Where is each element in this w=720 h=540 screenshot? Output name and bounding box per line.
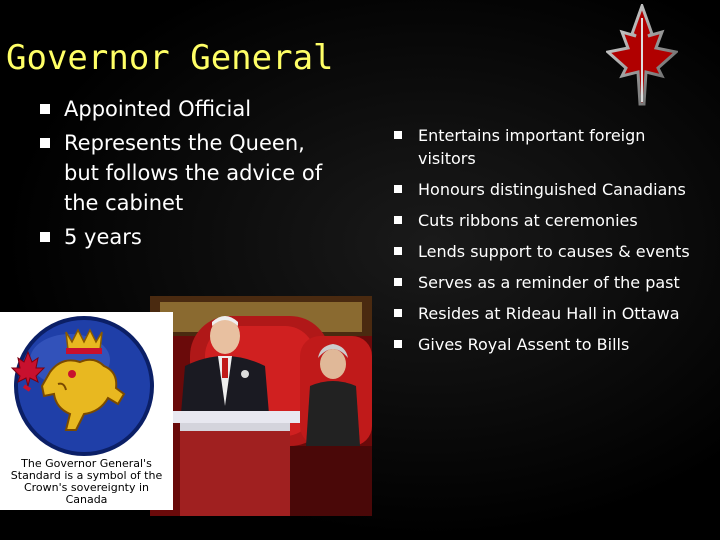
list-item: Serves as a reminder of the past xyxy=(394,271,694,294)
square-bullet-icon xyxy=(40,232,50,242)
square-bullet-icon xyxy=(394,131,402,139)
left-bullet-list xyxy=(40,94,330,256)
list-item: Lends support to causes & events xyxy=(394,240,694,263)
list-item: Resides at Rideau Hall in Ottawa xyxy=(394,302,694,325)
maple-leaf-icon xyxy=(606,4,678,114)
emblem-caption: The Governor General's Standard is a symbol of the Crown's sovereignty in Canada xyxy=(10,457,163,506)
lion-crest-icon xyxy=(0,312,173,458)
list-item: 5 years xyxy=(40,222,330,252)
square-bullet-icon xyxy=(394,216,402,224)
square-bullet-icon xyxy=(40,104,50,114)
list-item: Gives Royal Assent to Bills xyxy=(394,333,694,356)
square-bullet-icon xyxy=(394,340,402,348)
square-bullet-icon xyxy=(394,247,402,255)
list-item: Cuts ribbons at ceremonies xyxy=(394,209,694,232)
square-bullet-icon xyxy=(40,138,50,148)
list-item: Entertains important foreign visitors xyxy=(394,124,694,170)
governor-general-photo xyxy=(150,296,372,516)
square-bullet-icon xyxy=(394,309,402,317)
square-bullet-icon xyxy=(394,278,402,286)
square-bullet-icon xyxy=(394,185,402,193)
list-item: Appointed Official xyxy=(40,94,330,124)
governor-general-standard xyxy=(0,312,173,510)
list-item: Honours distinguished Canadians xyxy=(394,178,694,201)
list-item: Represents the Queen, but follows the advice of the cabinet xyxy=(40,128,330,218)
slide-title: Governor General xyxy=(6,38,334,78)
right-bullet-list xyxy=(394,124,694,364)
